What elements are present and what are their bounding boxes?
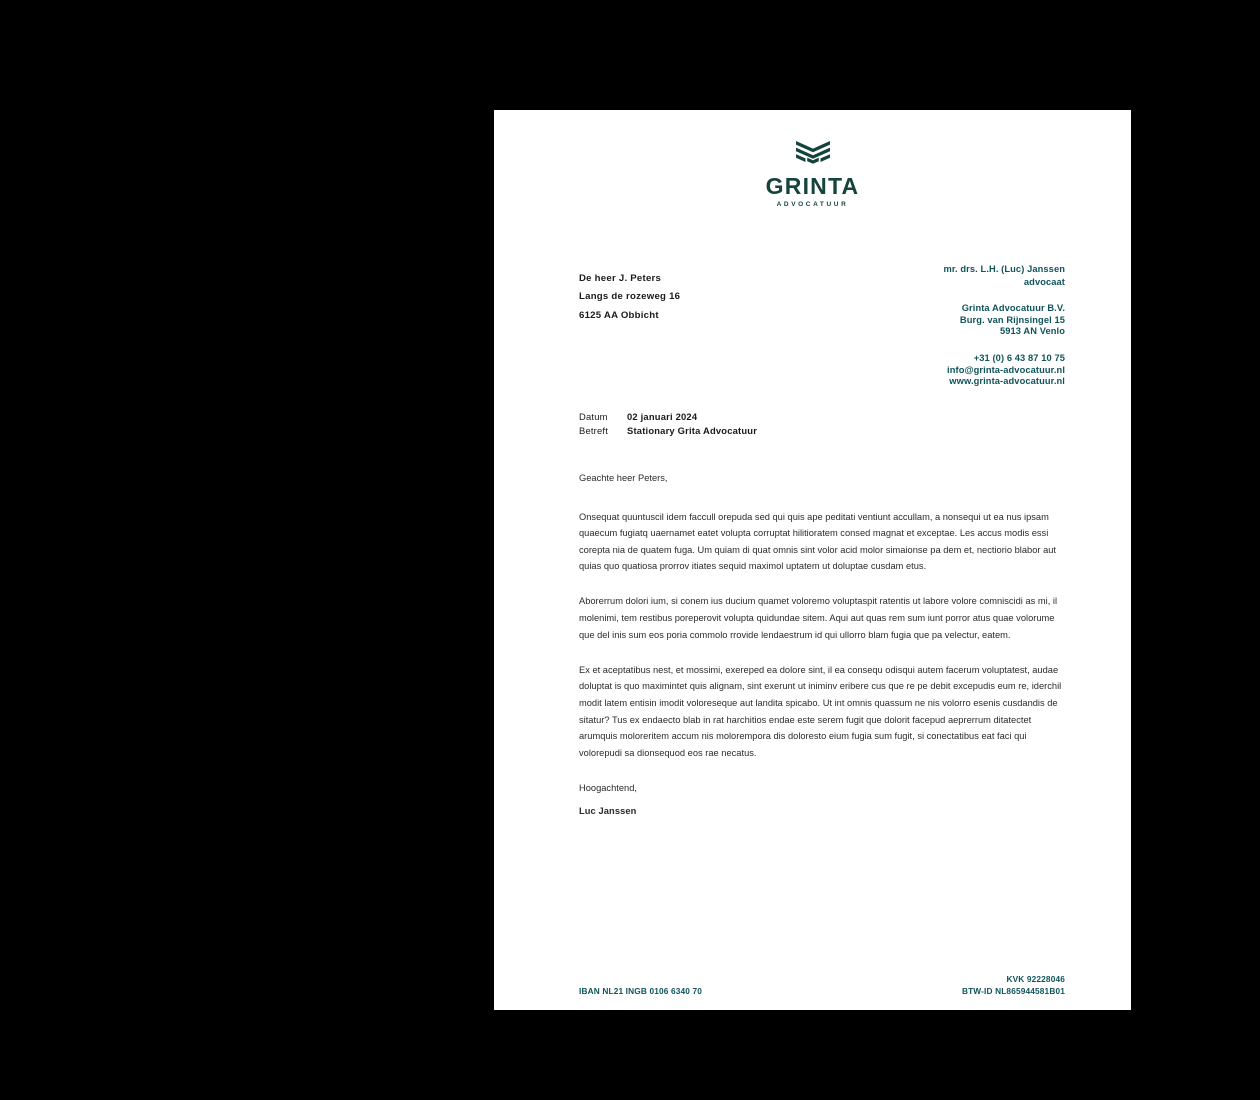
sender-phone[interactable]: +31 (0) 6 43 87 10 75: [973, 352, 1065, 363]
salutation: Geachte heer Peters,: [579, 473, 668, 483]
subject-label: Betreft: [579, 425, 609, 436]
closing-line: Hoogachtend,: [579, 782, 637, 793]
date-row: [579, 410, 757, 424]
sender-role: advocaat: [1023, 276, 1065, 287]
grinta-chevron-mark-icon: [795, 140, 831, 169]
subject-row: [579, 424, 757, 438]
body-paragraph-3: Ex et aceptatibus nest, et mossimi, exereped ea dolore sint, il ea consequ odisqui autem facerum voluptatest, audae doluptat is quo maximintet quis alignam, sint exerunt ut iniminv eribere cus que re pe debit excepudis eum re, iderchil modit latem entisin imodit voloreseque aut landita spicabo. Ut int omnis quassum ne nis volorro esenis cusdandis de sitatur? Tus ex endaecto blab in rat harchitios endae este serem fugit que dolorit facepud aeprerrum ditatectet arumquis moloreritem accum nis molorempora dis doloresto eium fugia sum fugit, si conectatibus eat faci qui volorepudi sa dionsequod eos rae necatus.: [579, 664, 1062, 758]
body-paragraph-1: Onsequat quuntuscil idem faccull orepuda sed qui quis ape peditati ventiunt accullam, a nonsequi ut ea nus ipsam quaecum fugiatq uaernamet eatet volupta corruptat hilitioratem consed magnat et exceptae. Les accus modis essi corepta nia de quatem fuga. Um quiam di quat omnis sint volor acid molor simaionse pa dem et, nectiorio blabor aut quias quo quatiosa prorrov itiates sequid maximol uptatem ut doluptae cusdam etus.: [579, 511, 1057, 572]
signature-name: Luc Janssen: [579, 806, 637, 816]
letter-page: [494, 110, 1131, 1010]
date-value: 02 januari 2024: [627, 411, 698, 422]
body-paragraph-2: Aborerrum dolori ium, si conem ius ducium quamet voloremo voluptaspit ratentis ut labore volore comniscidi as mi, il molenimi, tem restibus poreperovit volupta quidundae sitem. Aqui aut quas rem sum iunt porror atus quae volorume que del inis sum eos poria commolo rrovide lendaestrum id qui ullorro blam fugia que pa velectur, eatem.: [579, 596, 1058, 640]
letter-footer: [579, 973, 1065, 997]
addressee-city: 6125 AA Obbicht: [579, 309, 659, 321]
date-label: Datum: [579, 411, 608, 422]
sender-contact-block: [943, 263, 1065, 388]
sender-city: 5913 AN Venlo: [999, 326, 1065, 337]
logo-subtitle: ADVOCATUUR: [776, 201, 849, 208]
addressee-name: De heer J. Peters: [579, 273, 662, 284]
subject-value: Stationary Grita Advocatuur: [627, 425, 758, 436]
footer-kvk: KVK 92228046: [1006, 974, 1065, 984]
footer-iban: IBAN NL21 INGB 0106 6340 70: [579, 986, 703, 996]
sender-company: Grinta Advocatuur B.V.: [961, 303, 1065, 314]
letterhead-logo: [494, 140, 1131, 209]
sender-name: mr. drs. L.H. (Luc) Janssen: [943, 264, 1065, 274]
sender-website[interactable]: www.grinta-advocatuur.nl: [949, 376, 1065, 387]
addressee-street: Langs de rozeweg 16: [579, 291, 681, 303]
sender-email[interactable]: info@grinta-advocatuur.nl: [947, 364, 1065, 375]
footer-btw-id: BTW-ID NL865944581B01: [961, 986, 1065, 996]
addressee-block: [579, 270, 680, 325]
logo-wordmark: GRINTA: [765, 173, 860, 199]
letter-body: [579, 470, 1066, 796]
sender-street: Burg. van Rijnsingel 15: [959, 314, 1065, 325]
letter-meta-block: [579, 410, 757, 438]
footer-registration: [962, 973, 1065, 997]
